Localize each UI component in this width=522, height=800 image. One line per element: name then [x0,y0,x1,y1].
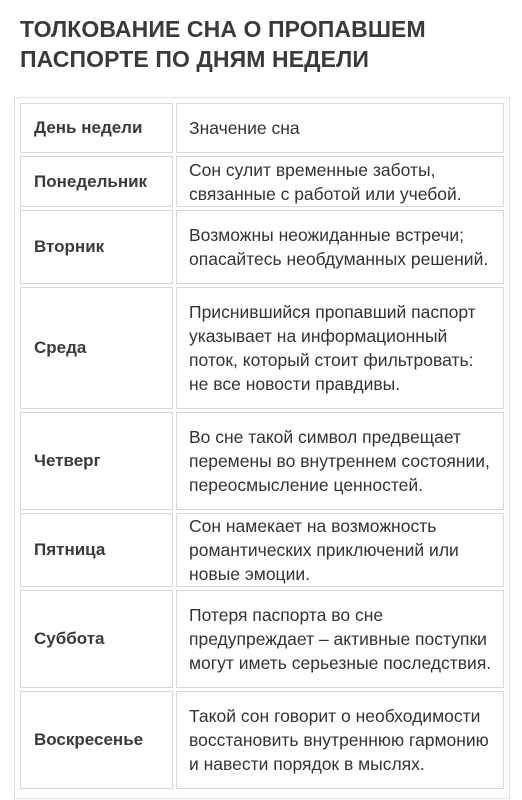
table-row-friday [20,513,504,587]
page-title: ТОЛКОВАНИЕ СНА О ПРОПАВШЕМ ПАСПОРТЕ ПО ДНЯМ НЕДЕЛИ [20,16,426,72]
table-row-saturday [20,590,504,688]
day-cell: Пятница [20,513,173,587]
meaning-cell: Сон намекает на возможность романтических приключений или новые эмоции. [176,513,504,587]
meaning-cell: Возможны неожиданные встречи; опасайтесь необдуманных решений. [176,210,504,284]
meaning-cell: Приснившийся пропавший паспорт указывает на информационный поток, который стоит фильтровать: не все новости правдивы. [176,287,504,409]
meaning-cell: Во сне такой символ предвещает перемены во внутреннем состоянии, переосмысление ценностей. [176,412,504,510]
day-cell: Вторник [20,210,173,284]
day-cell: Четверг [20,412,173,510]
meaning-cell: Такой сон говорит о необходимости восстановить внутреннюю гармонию и навести порядок в мыслях. [176,691,504,789]
table-row-tuesday [20,210,504,284]
table-row-wednesday [20,287,504,409]
day-cell: Понедельник [20,156,173,207]
meaning-cell: Потеря паспорта во сне предупреждает – активные поступки могут иметь серьезные последствия. [176,590,504,688]
dream-table [17,100,507,792]
meaning-cell: Сон сулит временные заботы, связанные с работой или учебой. [176,156,504,207]
table-row-monday [20,156,504,207]
day-cell: Воскресенье [20,691,173,789]
header-meaning-cell: Значение сна [176,103,504,153]
table-row-thursday [20,412,504,510]
day-cell: Суббота [20,590,173,688]
dream-table-container [14,97,510,799]
table-header-row [20,103,504,153]
table-row-sunday [20,691,504,789]
header-day-cell: День недели [20,103,173,153]
day-cell: Среда [20,287,173,409]
